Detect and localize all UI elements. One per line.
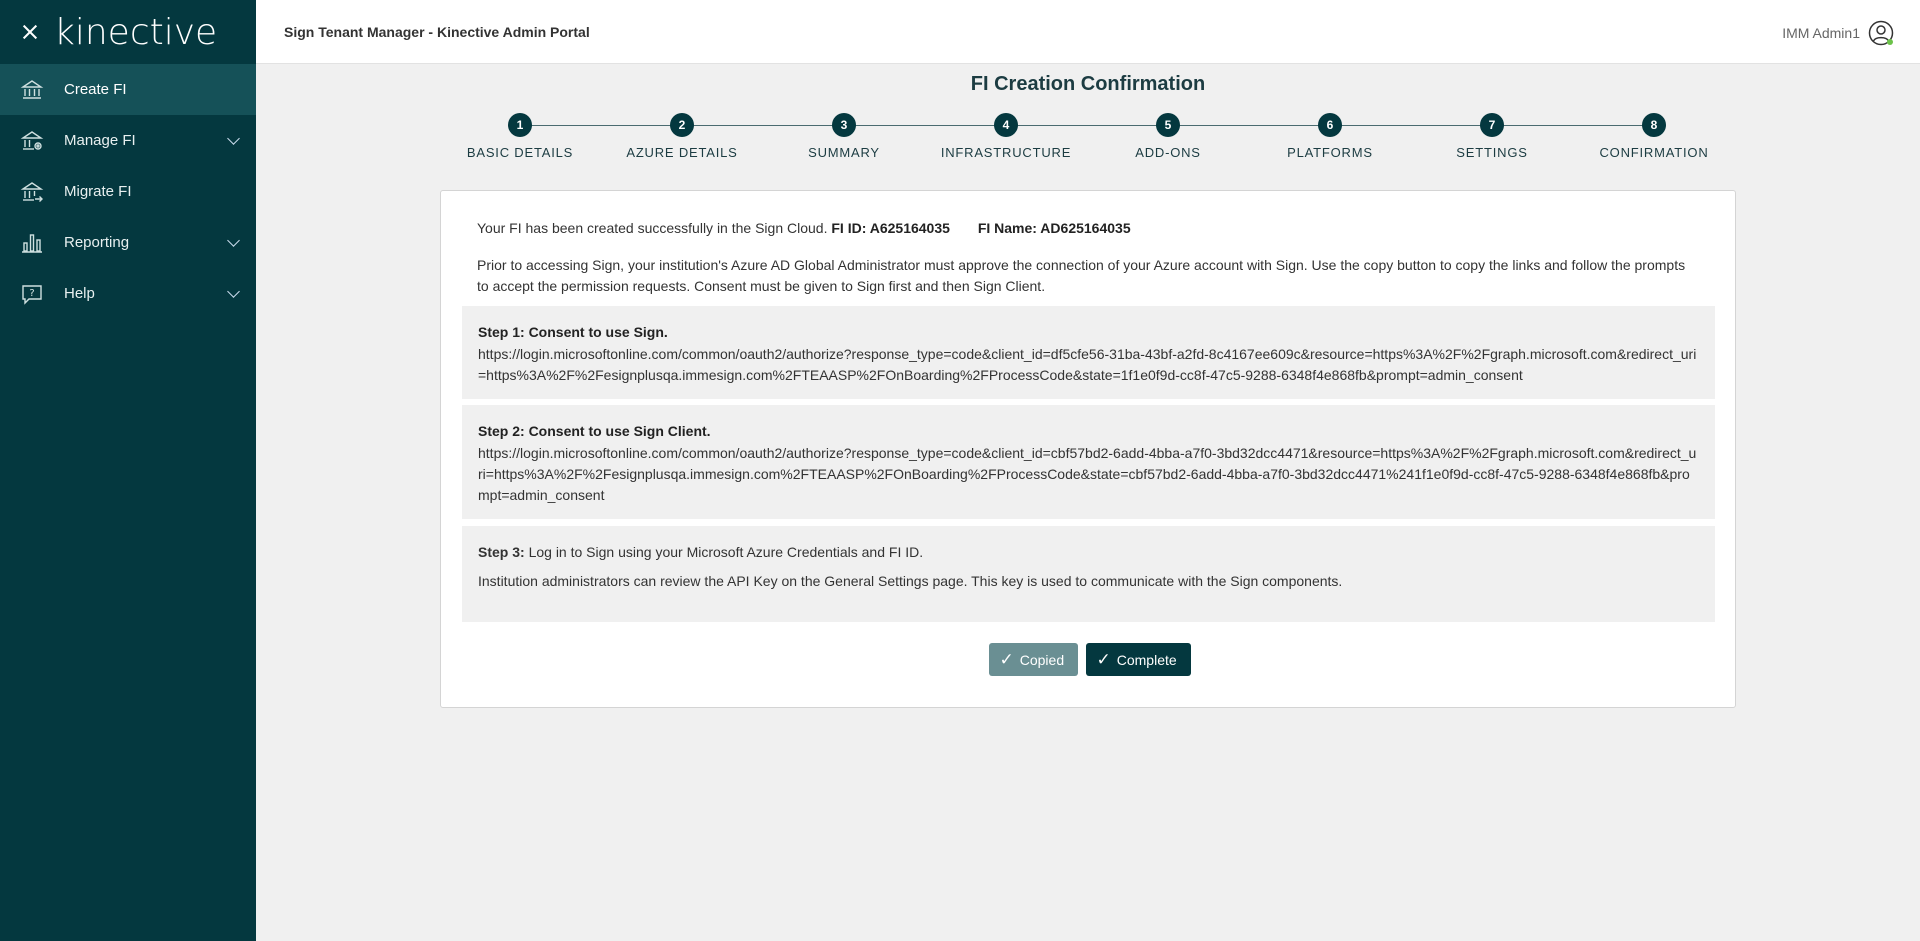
- fi-id: FI ID: A625164035: [831, 220, 950, 236]
- step-label: PLATFORMS: [1287, 145, 1373, 160]
- step-label: INFRASTRUCTURE: [940, 145, 1072, 160]
- svg-text:?: ?: [29, 287, 35, 299]
- login-step-3: [462, 526, 1715, 622]
- step-confirmation[interactable]: [1574, 113, 1734, 160]
- confirmation-card: [440, 190, 1736, 708]
- step-2-consent-url[interactable]: https://login.microsoftonline.com/common/oauth2/authorize?response_type=code&client_id=cbf57bd2-6add-4bba-a7f0-3bd32dcc4471&resource=https%3A%2F%2Fgraph.microsoft.com&redirect_uri=https%3A%2F%2Fesignplusqa.immesign.com%2FTEAASP%2FOnBoarding%2FProcessCode&state=cbf57bd2-6add-4bba-a7f0-3bd32dcc4471%241f1e0f9d-cc8f-47c5-9288-6348f4e868fb&prompt=admin_consent: [478, 445, 1697, 503]
- step-label: AZURE DETAILS: [626, 145, 738, 160]
- copied-button[interactable]: [989, 643, 1078, 676]
- step-add-ons[interactable]: [1088, 113, 1248, 160]
- top-header: [256, 0, 1920, 64]
- sidebar-brand: [0, 0, 256, 64]
- step-label: BASIC DETAILS: [466, 145, 574, 160]
- copied-label: Copied: [1019, 651, 1065, 668]
- sidebar-item-help[interactable]: [0, 268, 256, 319]
- consent-step-1: [462, 306, 1715, 399]
- user-name: IMM Admin1: [1782, 25, 1860, 41]
- step-label: ADD-ONS: [1135, 145, 1201, 160]
- step-number: 7: [1480, 113, 1504, 137]
- sidebar-item-create-fi[interactable]: [0, 64, 256, 115]
- check-icon: ✓: [1096, 649, 1111, 669]
- consent-step-2: [462, 405, 1715, 519]
- complete-label: Complete: [1116, 651, 1177, 668]
- step-3-text: Log in to Sign using your Microsoft Azure Credentials and FI ID.: [528, 544, 924, 560]
- check-icon: ✓: [999, 649, 1014, 669]
- step-number: 6: [1318, 113, 1342, 137]
- fi-name: FI Name: AD625164035: [977, 220, 1131, 236]
- chevron-down-icon: [227, 132, 240, 145]
- success-message: [477, 220, 1131, 236]
- help-icon: [20, 282, 44, 306]
- bank-arrow-icon: [20, 180, 44, 204]
- step-azure-details[interactable]: [602, 113, 762, 160]
- kinective-logo: kinective: [54, 11, 218, 53]
- sidebar-item-label: Create FI: [64, 81, 127, 98]
- step-1-consent-url[interactable]: https://login.microsoftonline.com/common/oauth2/authorize?response_type=code&client_id=df5cfe56-31ba-43bf-a2fd-8c4167ee609c&resource=https%3A%2F%2Fgraph.microsoft.com&redirect_uri=https%3A%2F%2Fesignplusqa.immesign.com%2FTEAASP%2FOnBoarding%2FProcessCode&state=1f1e0f9d-cc8f-47c5-9288-6348f4e868fb&prompt=admin_consent: [478, 346, 1697, 383]
- sidebar-item-label: Migrate FI: [64, 183, 132, 200]
- bar-chart-icon: [20, 231, 44, 255]
- action-buttons: [441, 643, 1735, 676]
- bank-icon: [20, 78, 44, 102]
- complete-button[interactable]: [1086, 643, 1191, 676]
- page-header-title: Sign Tenant Manager - Kinective Admin Portal: [284, 23, 590, 40]
- consent-instructions: Prior to accessing Sign, your institution's Azure AD Global Administrator must approve the connection of your Azure account with Sign. Use the copy button to copy the links and follow the prompts to accept the permission requests. Consent must be given to Sign first and then Sign Client.: [477, 257, 1686, 294]
- sidebar-item-label: Reporting: [64, 234, 130, 251]
- step-2-heading: Step 2: Consent to use Sign Client.: [478, 423, 711, 439]
- sidebar-item-migrate-fi[interactable]: [0, 166, 256, 217]
- online-status-icon: [1887, 39, 1893, 45]
- wizard-stepper: [440, 113, 1736, 173]
- step-label: SETTINGS: [1456, 145, 1528, 160]
- sidebar: [0, 0, 256, 941]
- chevron-down-icon: [227, 285, 240, 298]
- api-key-note: Institution administrators can review the API Key on the General Settings page. This key is used to communicate with the Sign components.: [478, 573, 1343, 589]
- step-infrastructure[interactable]: [926, 113, 1086, 160]
- close-icon[interactable]: [20, 22, 40, 42]
- success-text: Your FI has been created successfully in the Sign Cloud.: [477, 220, 828, 236]
- step-platforms[interactable]: [1250, 113, 1410, 160]
- user-menu[interactable]: [1782, 20, 1894, 46]
- step-number: 1: [508, 113, 532, 137]
- step-3-heading: Step 3:: [478, 544, 525, 560]
- step-number: 2: [670, 113, 694, 137]
- chevron-down-icon: [227, 234, 240, 247]
- step-number: 3: [832, 113, 856, 137]
- step-settings[interactable]: [1412, 113, 1572, 160]
- page-title: FI Creation Confirmation: [970, 73, 1206, 95]
- step-label: SUMMARY: [808, 145, 880, 160]
- user-avatar-icon[interactable]: [1868, 20, 1894, 46]
- sidebar-item-label: Help: [64, 285, 95, 302]
- bank-gear-icon: [20, 129, 44, 153]
- sidebar-item-label: Manage FI: [64, 132, 136, 149]
- step-basic-details[interactable]: [440, 113, 600, 160]
- step-number: 5: [1156, 113, 1180, 137]
- step-1-heading: Step 1: Consent to use Sign.: [478, 324, 668, 340]
- sidebar-item-manage-fi[interactable]: [0, 115, 256, 166]
- step-summary[interactable]: [764, 113, 924, 160]
- step-3-line: [478, 542, 1699, 563]
- step-number: 8: [1642, 113, 1666, 137]
- step-label: CONFIRMATION: [1599, 145, 1709, 160]
- step-number: 4: [994, 113, 1018, 137]
- sidebar-item-reporting[interactable]: [0, 217, 256, 268]
